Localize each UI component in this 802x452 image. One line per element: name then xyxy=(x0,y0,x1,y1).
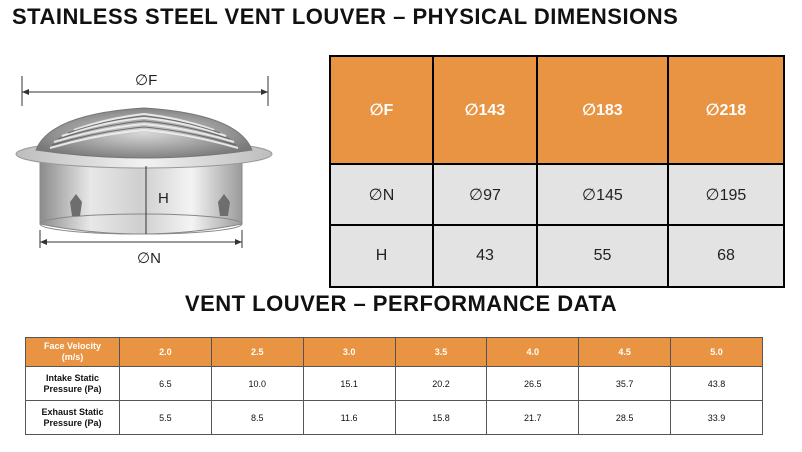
dimensions-header-row xyxy=(330,56,784,164)
diameter-n-label: ∅N xyxy=(137,250,161,267)
performance-data-title: VENT LOUVER – PERFORMANCE DATA xyxy=(184,291,618,316)
face-velocity-unit: (m/s) xyxy=(61,352,84,362)
velocity-header-cell: 4.5 xyxy=(579,338,671,367)
dimensions-row-n xyxy=(330,164,784,225)
diameter-f-label: ∅F xyxy=(135,72,158,89)
table-cell: 11.6 xyxy=(303,401,395,435)
table-cell: 15.8 xyxy=(395,401,487,435)
table-cell: 15.1 xyxy=(303,367,395,401)
table-cell: 8.5 xyxy=(211,401,303,435)
dimensions-cell: 55 xyxy=(537,225,668,287)
height-h-label: H xyxy=(158,190,169,207)
table-cell: 6.5 xyxy=(120,367,212,401)
dimensions-cell: ∅195 xyxy=(668,164,784,225)
dimensions-row-h xyxy=(330,225,784,287)
vent-louver-figure xyxy=(10,62,305,277)
dimensions-header-cell: ∅183 xyxy=(537,56,668,164)
intake-label-line1: Intake Static xyxy=(45,372,100,383)
table-cell: 43.8 xyxy=(671,367,763,401)
exhaust-pressure-label xyxy=(26,401,120,435)
vent-louver-illustration xyxy=(10,62,305,277)
physical-dimensions-title: STAINLESS STEEL VENT LOUVER – PHYSICAL DIMENSIONS xyxy=(12,4,679,29)
face-velocity-header xyxy=(26,338,120,367)
table-cell: 10.0 xyxy=(211,367,303,401)
performance-header-row xyxy=(26,338,763,367)
dimensions-header-cell: ∅F xyxy=(330,56,433,164)
dimensions-cell: H xyxy=(330,225,433,287)
dimensions-cell: 43 xyxy=(433,225,537,287)
table-cell: 35.7 xyxy=(579,367,671,401)
intake-pressure-row xyxy=(26,367,763,401)
velocity-header-cell: 4.0 xyxy=(487,338,579,367)
dimensions-cell: ∅97 xyxy=(433,164,537,225)
dimensions-header-cell: ∅143 xyxy=(433,56,537,164)
exhaust-label-line2: Pressure (Pa) xyxy=(43,417,102,428)
velocity-header-cell: 2.5 xyxy=(211,338,303,367)
table-cell: 5.5 xyxy=(120,401,212,435)
intake-pressure-label xyxy=(26,367,120,401)
dimensions-cell: 68 xyxy=(668,225,784,287)
velocity-header-cell: 3.5 xyxy=(395,338,487,367)
intake-label-line2: Pressure (Pa) xyxy=(43,383,102,394)
dimensions-cell: ∅145 xyxy=(537,164,668,225)
dimensions-table xyxy=(329,55,785,288)
velocity-header-cell: 5.0 xyxy=(671,338,763,367)
velocity-header-cell: 2.0 xyxy=(120,338,212,367)
exhaust-label-line1: Exhaust Static xyxy=(41,406,104,417)
exhaust-pressure-row xyxy=(26,401,763,435)
table-cell: 28.5 xyxy=(579,401,671,435)
table-cell: 33.9 xyxy=(671,401,763,435)
table-cell: 20.2 xyxy=(395,367,487,401)
table-cell: 21.7 xyxy=(487,401,579,435)
velocity-header-cell: 3.0 xyxy=(303,338,395,367)
dimensions-header-cell: ∅218 xyxy=(668,56,784,164)
performance-table xyxy=(25,337,763,435)
dimensions-cell: ∅N xyxy=(330,164,433,225)
face-velocity-label: Face Velocity xyxy=(43,341,102,351)
table-cell: 26.5 xyxy=(487,367,579,401)
